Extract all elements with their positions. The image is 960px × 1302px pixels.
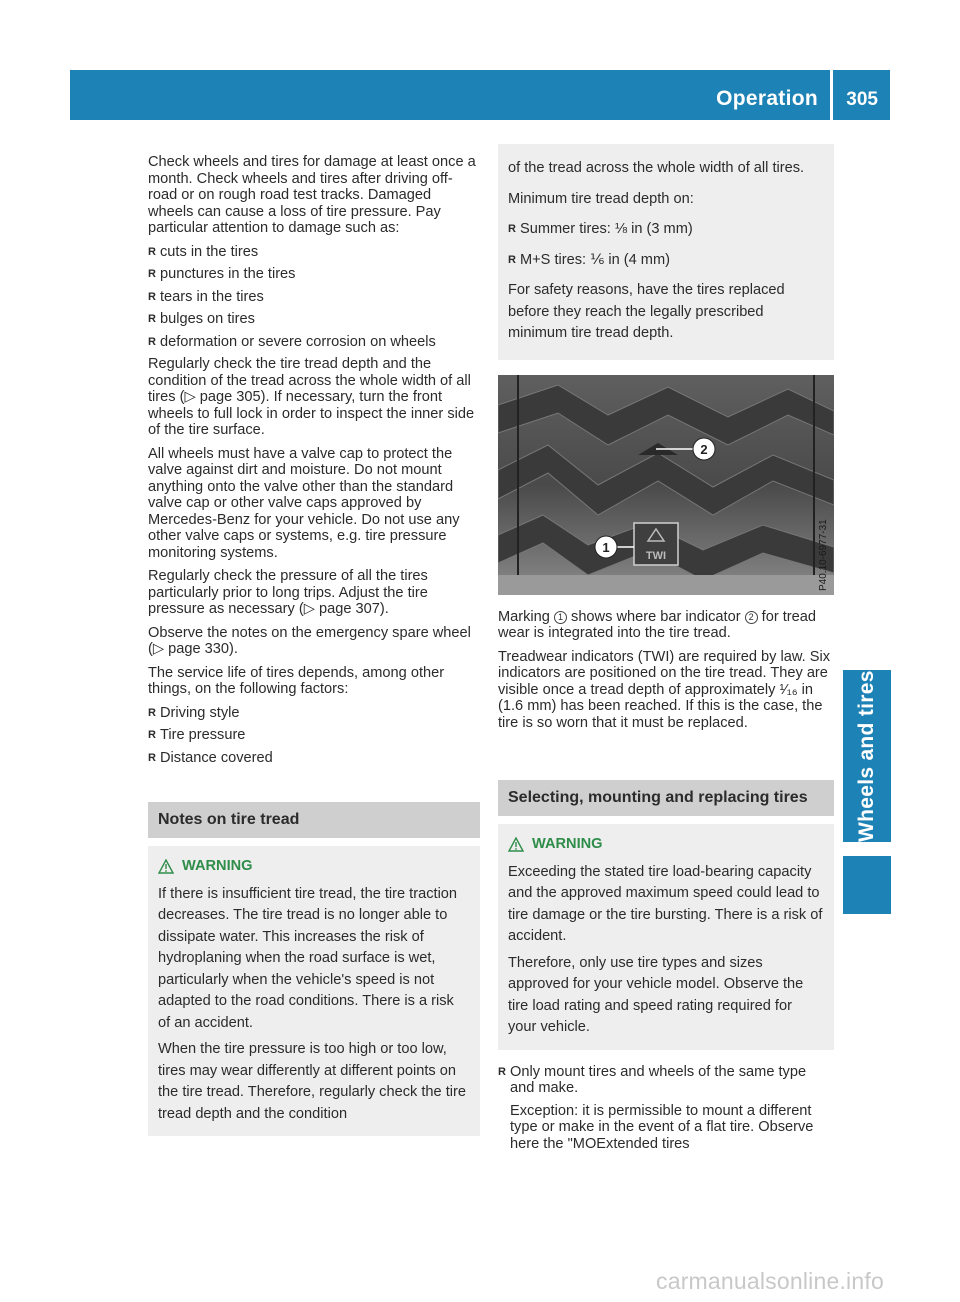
mounting-list — [498, 1064, 834, 1153]
list-item: R cuts in the tires — [148, 244, 480, 261]
warning-text: Exceeding the stated tire load-bearing capacity and the approved maximum speed could lead to tire damage or the tire bursting. There is a risk of accident. — [508, 863, 823, 944]
list-item: R Distance covered — [148, 750, 480, 767]
damage-list — [148, 244, 480, 351]
list-item: R M+S tires: ⅙ in (4 mm) — [508, 250, 824, 272]
warning-box — [148, 846, 480, 1136]
left-column — [148, 154, 480, 1136]
list-item-text: Only mount tires and wheels of the same type and make. — [510, 1063, 807, 1096]
warning-triangle-icon — [508, 837, 524, 852]
list-item-subtext: Exception: it is permissible to mount a different type or make in the event of a flat tire. Observe here the "MOExtended tires — [510, 1102, 814, 1152]
spare-wheel-paragraph: Observe the notes on the emergency spare wheel (▷ page 330). — [148, 624, 471, 657]
figure-code: P40.10-6977-31 — [818, 518, 829, 591]
list-item: R Driving style — [148, 705, 480, 722]
section-heading-selecting-tires: Selecting, mounting and replacing tires — [498, 780, 834, 816]
marking-paragraph — [498, 609, 834, 642]
continuation-text: of the tread across the whole width of all tires. — [508, 160, 805, 176]
figure-marker-1: 1 — [602, 539, 610, 555]
page-header — [70, 70, 890, 120]
list-item: R Tire pressure — [148, 727, 480, 744]
warning-label: WARNING — [532, 836, 603, 852]
list-item: R bulges on tires — [148, 311, 480, 328]
list-item: R deformation or severe corrosion on wheels — [148, 334, 480, 351]
marking-text-mid: shows where bar indicator — [566, 608, 745, 625]
list-item: R punctures in the tires — [148, 266, 480, 283]
header-title: Operation — [716, 87, 818, 110]
warning-box — [498, 824, 834, 1050]
header-divider — [830, 70, 833, 120]
figure-marker-2: 2 — [700, 441, 708, 457]
warning-text: If there is insufficient tire tread, the tire traction decreases. The tire tread is no longer able to dissipate water. This increases the risk of hydroplaning when the road surface is wet, particularly when the vehicle's speed is not adapted to the road conditions. There is a risk of an accident. — [158, 885, 458, 1031]
pressure-paragraph: Regularly check the pressure of all the tires particularly prior to long trips. Adjust the tire pressure as necessary (▷ page 307). — [148, 568, 428, 617]
safety-text: For safety reasons, have the tires replaced before they reach the legally prescribed minimum tire tread depth. — [508, 282, 785, 341]
page-number: 305 — [846, 89, 878, 110]
warning-title — [158, 856, 470, 878]
side-tab-wheels-and-tires: Wheels and tires — [843, 670, 891, 842]
service-life-paragraph: The service life of tires depends, among other things, on the following factors: — [148, 664, 445, 697]
tread-check-paragraph: Regularly check the tire tread depth and the condition of the tread across the whole width of all tires (▷ page 305). If necessary, turn the front wheels to full lock in order to inspect the inner side of the tire surface. — [148, 356, 475, 438]
warning-label: WARNING — [182, 858, 253, 874]
section-heading-tire-tread: Notes on tire tread — [148, 802, 480, 838]
marker-ref-1: 1 — [554, 611, 567, 624]
valve-cap-paragraph: All wheels must have a valve cap to protect the valve against dirt and moisture. Do not mount anything onto the valve other than the standard valve cap or other valve caps approved by Mercedes-Benz for your vehicle. Do not use any other valve caps or systems, e.g. tire pressure monitoring systems. — [148, 445, 460, 561]
warning-text: Therefore, only use tire types and sizes approved for your vehicle model. Observe the tire load rating and speed rating required for your vehicle. — [508, 954, 804, 1035]
warning-continuation — [498, 144, 834, 360]
tire-tread-illustration — [498, 375, 834, 595]
marking-text-post: for tread wear is integrated into the tire tread. — [498, 608, 817, 641]
list-item: R Summer tires: ⅛ in (3 mm) — [508, 219, 824, 241]
right-column — [498, 144, 834, 1158]
warning-title — [508, 834, 824, 856]
marker-ref-2: 2 — [745, 611, 758, 624]
footer-watermark: carmanualsonline.info — [656, 1268, 884, 1294]
tire-tread-figure — [498, 375, 834, 595]
warning-triangle-icon — [158, 859, 174, 874]
twi-paragraph: Treadwear indicators (TWI) are required by law. Six indicators are positioned on the tire tread. They are visible once a tread depth of approximately ¹⁄₁₆ in (1.6 mm) has been reached. If this is the case, the tire is so worn that it must be replaced. — [498, 648, 830, 731]
side-tab-block — [843, 856, 891, 914]
list-item — [498, 1064, 834, 1153]
list-item: R tears in the tires — [148, 289, 480, 306]
intro-paragraph: Check wheels and tires for damage at least once a month. Check wheels and tires after driving off-road or on rough road test tracks. Damaged wheels can cause a loss of tire pressure. Pay particular attention to damage such as: — [148, 154, 476, 236]
factor-list — [148, 705, 480, 767]
depth-list — [508, 219, 824, 271]
marking-text-pre: Marking — [498, 608, 554, 625]
twi-label: TWI — [645, 549, 667, 562]
warning-text: When the tire pressure is too high or too low, tires may wear differently at different points on the tire tread. Therefore, regularly check the tire tread depth and the condition — [158, 1041, 466, 1122]
min-depth-heading: Minimum tire tread depth on: — [508, 190, 694, 207]
